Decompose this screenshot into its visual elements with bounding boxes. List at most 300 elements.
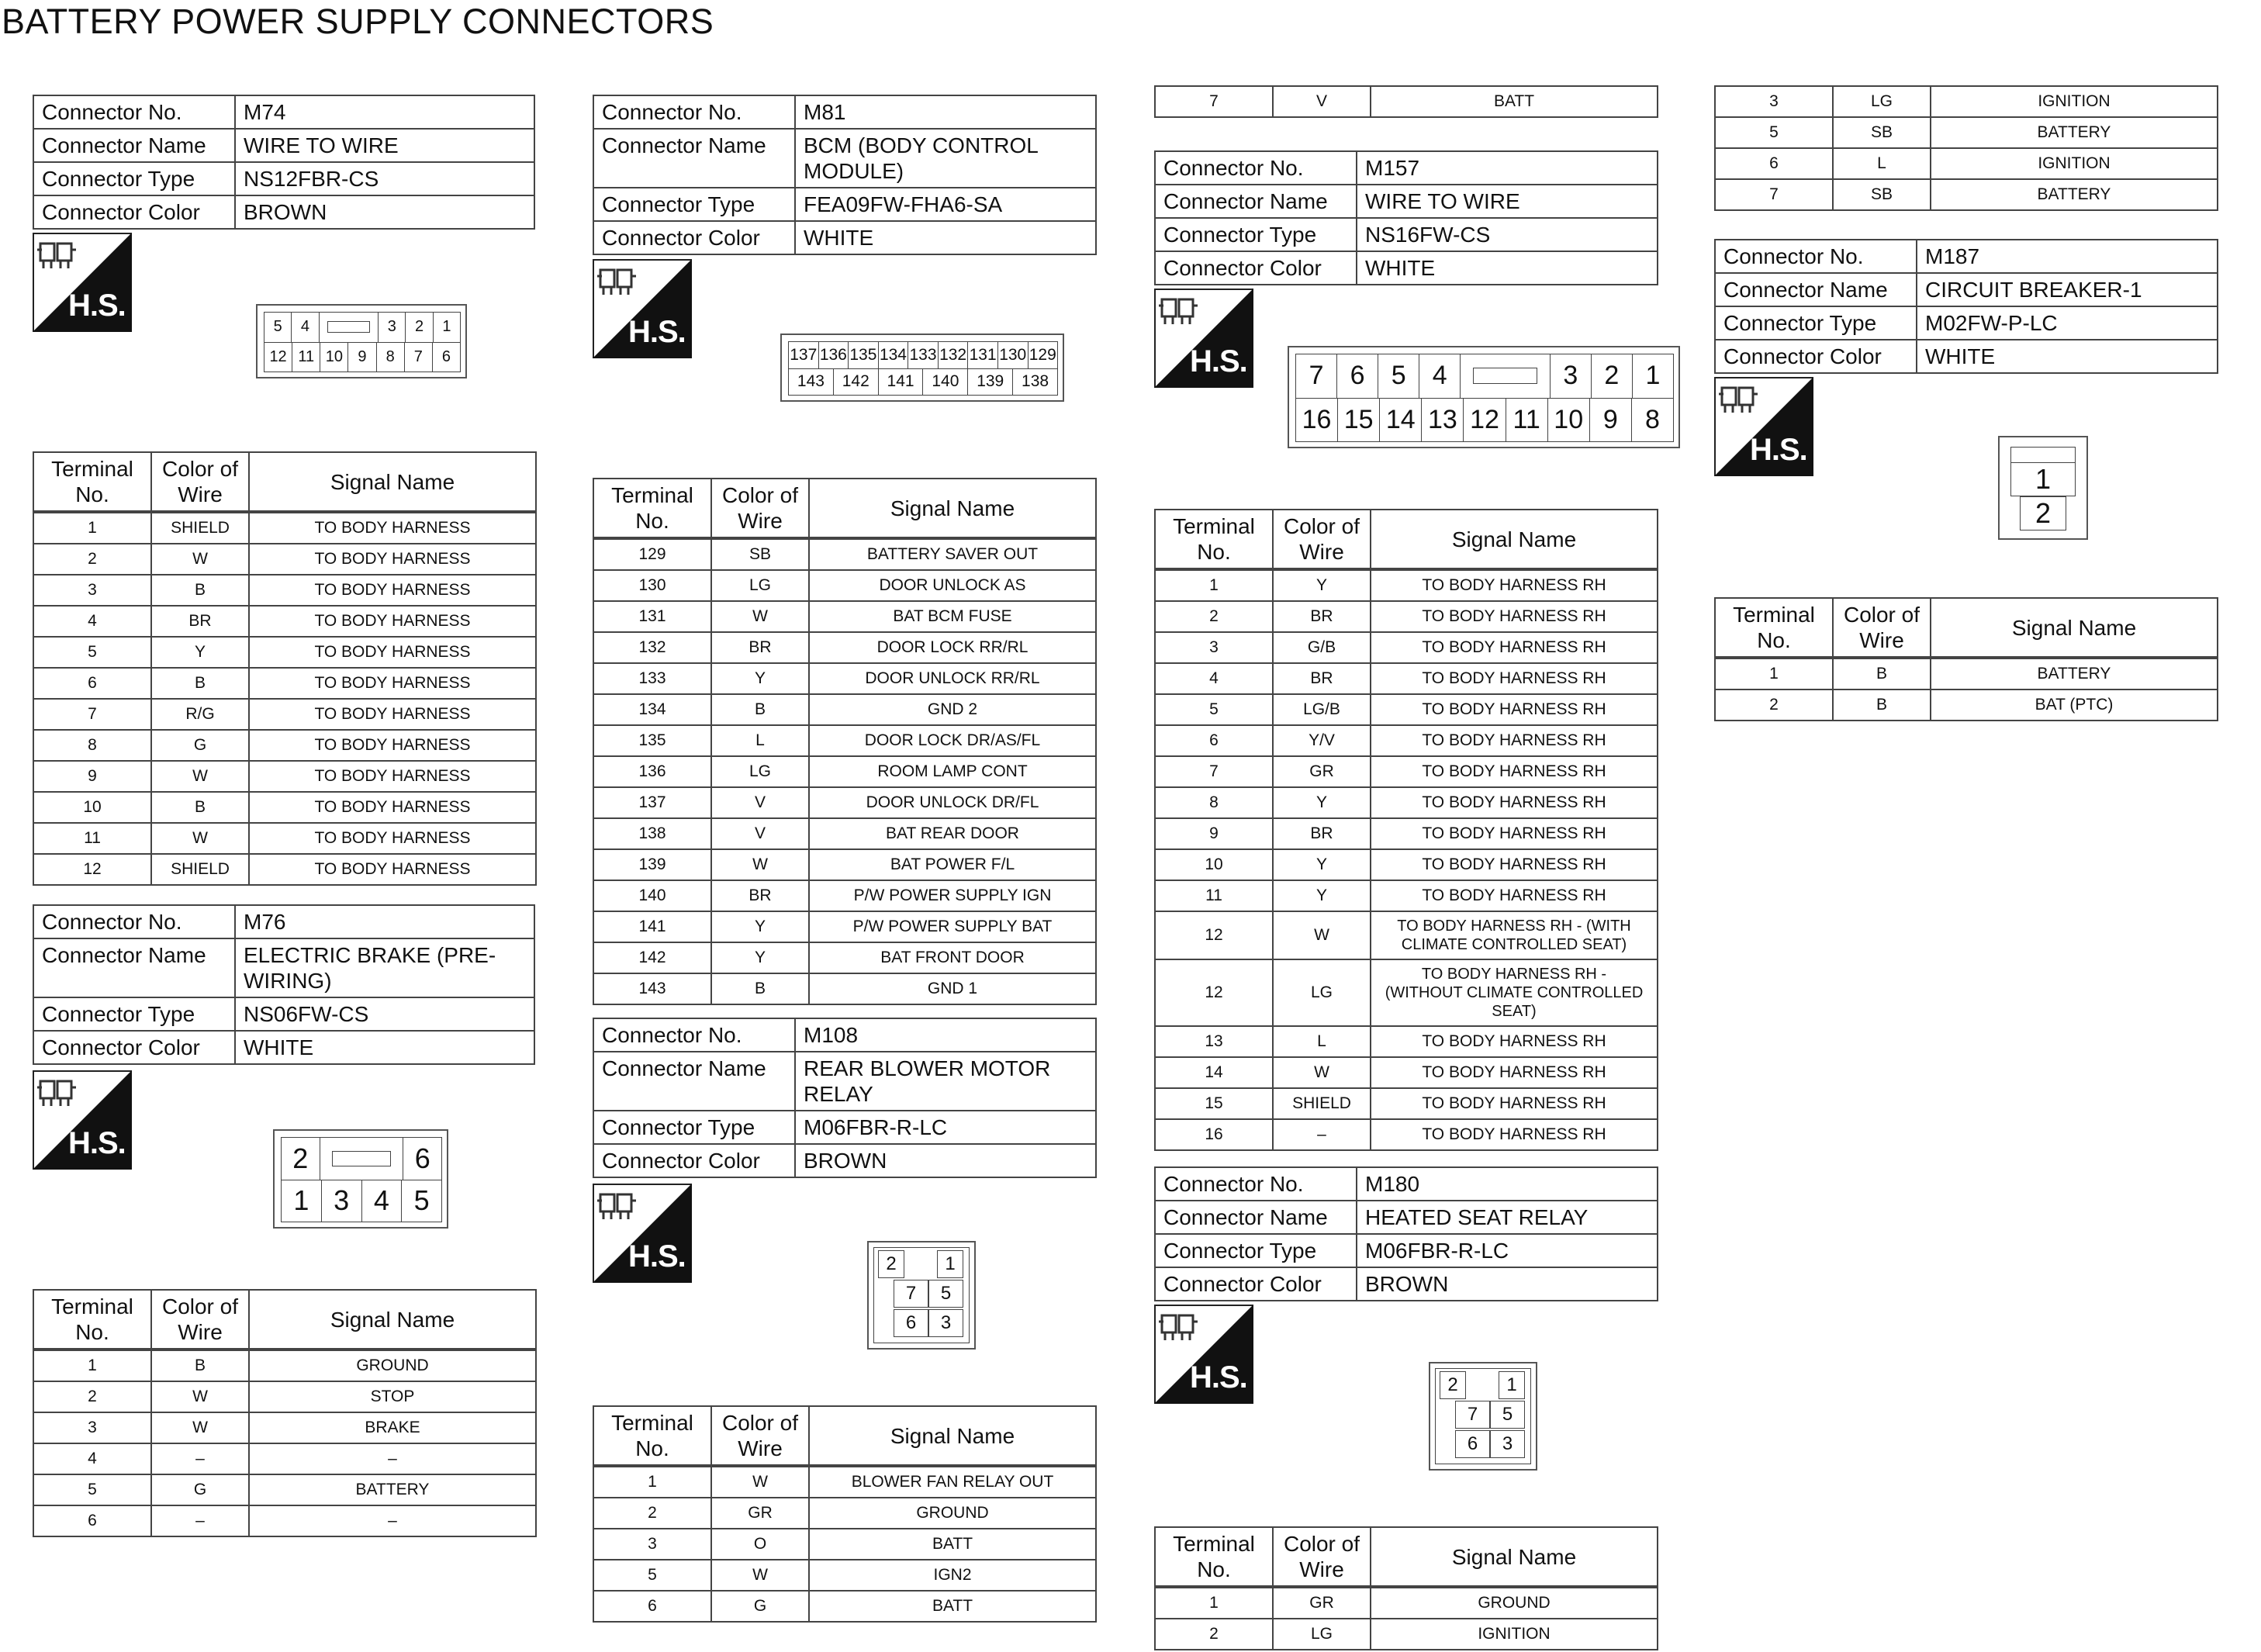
table-row	[1155, 880, 1658, 911]
pin-cell: 4	[292, 313, 319, 342]
table-row	[33, 512, 536, 544]
cell-terminal: 11	[33, 823, 151, 854]
col-signal-name: Signal Name	[1371, 510, 1658, 569]
value: FEA09FW-FHA6-SA	[795, 188, 1096, 221]
cell-wire-color: LG/B	[1273, 694, 1371, 725]
m76-terminal-table	[33, 1289, 537, 1537]
connector-m76-info	[33, 904, 535, 1065]
label: Connector Name	[33, 129, 235, 162]
cell-wire-color: BR	[1273, 601, 1371, 632]
table-row	[593, 849, 1096, 880]
cell-signal: TO BODY HARNESS RH	[1371, 1119, 1658, 1150]
cell-signal: TO BODY HARNESS RH	[1371, 1088, 1658, 1119]
label: Connector No.	[1155, 151, 1357, 185]
value: BROWN	[235, 195, 534, 229]
table-row	[1715, 689, 2218, 721]
pin-cell: 7	[1296, 354, 1337, 398]
table-row	[593, 973, 1096, 1004]
cell-wire-color: W	[1273, 911, 1371, 959]
cell-wire-color: L	[1273, 1026, 1371, 1057]
pin-cell: 1	[282, 1180, 322, 1222]
cell-terminal: 131	[593, 601, 711, 632]
pin-cell: 6	[441, 347, 451, 365]
table-row	[593, 663, 1096, 694]
pin-cell: 1	[2010, 462, 2076, 496]
cell-terminal: 3	[593, 1529, 711, 1560]
col-terminal-no: Terminal No.	[1155, 510, 1273, 569]
cell-wire-color: B	[711, 973, 809, 1004]
pin-cell: 132	[939, 342, 969, 368]
cell-terminal: 12	[33, 854, 151, 885]
pin-cell: 7	[405, 343, 433, 372]
cell-wire-color: GR	[1273, 1587, 1371, 1619]
col-signal-name: Signal Name	[1371, 1527, 1658, 1587]
cell-terminal: 129	[593, 538, 711, 570]
connector-latch	[1461, 354, 1551, 398]
table-row	[593, 942, 1096, 973]
value: M180	[1357, 1167, 1658, 1201]
cell-signal: TO BODY HARNESS	[249, 761, 536, 792]
table-row	[33, 544, 536, 575]
cell-terminal: 15	[1155, 1088, 1273, 1119]
col-terminal-no: Terminal No.	[1155, 1527, 1273, 1587]
cell-wire-color: G	[151, 1474, 249, 1505]
cell-wire-color: Y/V	[1273, 725, 1371, 756]
table-row	[1155, 1587, 1658, 1619]
label: Connector Name	[593, 1052, 795, 1111]
value: M187	[1917, 240, 2218, 273]
cell-wire-color: Y	[1273, 569, 1371, 601]
table-row	[33, 1412, 536, 1443]
pin-cell: 8	[1644, 404, 1660, 434]
hs-label: H.S.	[628, 315, 686, 349]
cell-terminal: 132	[593, 632, 711, 663]
col-color-of-wire: Color of Wire	[1273, 1527, 1371, 1587]
cell-terminal: 2	[1715, 689, 1833, 721]
connector-m108-pinout	[867, 1241, 976, 1350]
cell-wire-color: B	[151, 575, 249, 606]
connector-m74-info	[33, 95, 535, 230]
cell-signal: TO BODY HARNESS	[249, 699, 536, 730]
cell-wire-color: SHIELD	[151, 512, 249, 544]
cell-signal: BRAKE	[249, 1412, 536, 1443]
pin-cell: 4	[1419, 354, 1461, 398]
pin-cell: 2	[282, 1138, 320, 1180]
label: Connector Type	[33, 997, 235, 1031]
cell-terminal: 134	[593, 694, 711, 725]
pin-cell: 6	[1455, 1430, 1490, 1458]
value: BROWN	[795, 1144, 1096, 1177]
hs-label: H.S.	[1190, 344, 1247, 378]
cell-wire-color: BR	[1273, 663, 1371, 694]
cell-signal: GND 1	[809, 973, 1096, 1004]
cell-signal: TO BODY HARNESS	[249, 730, 536, 761]
latch-mark	[327, 321, 370, 333]
m81-continued-row	[1154, 85, 1658, 118]
cell-terminal: 7	[1155, 756, 1273, 787]
pin-cell: 2	[1592, 354, 1633, 398]
cell-terminal: 7	[1715, 179, 1833, 210]
cell-wire-color: SB	[1833, 179, 1931, 210]
cell-signal: BATTERY	[1931, 117, 2218, 148]
table-row	[33, 854, 536, 885]
cell-signal: TO BODY HARNESS RH	[1371, 569, 1658, 601]
cell-terminal: 140	[593, 880, 711, 911]
label: Connector No.	[33, 95, 235, 129]
cell-terminal: 5	[33, 1474, 151, 1505]
pin-cell: 143	[789, 369, 834, 396]
cell-terminal: 6	[1715, 148, 1833, 179]
cell-terminal: 141	[593, 911, 711, 942]
cell-wire-color: Y	[1273, 880, 1371, 911]
hs-label: H.S.	[68, 289, 126, 323]
cell-terminal: 10	[33, 792, 151, 823]
pin-grid	[281, 1137, 442, 1222]
value: M157	[1357, 151, 1658, 185]
pin-cell: 10	[320, 343, 348, 372]
cell-wire-color: BR	[151, 606, 249, 637]
pin-cell: 10	[1548, 399, 1590, 442]
hs-label: H.S.	[1750, 433, 1807, 467]
pin-cell: 16	[1296, 399, 1338, 442]
cell-terminal: 6	[33, 1505, 151, 1536]
pin-cell: 5	[1490, 1401, 1525, 1429]
value: NS16FW-CS	[1357, 218, 1658, 251]
value: WHITE	[795, 221, 1096, 254]
table-row	[593, 756, 1096, 787]
cell-terminal: 137	[593, 787, 711, 818]
cell-wire-color: W	[711, 1560, 809, 1591]
cell-signal: TO BODY HARNESS RH - (WITHOUT CLIMATE CONTROLLED SEAT)	[1371, 959, 1658, 1026]
value: WIRE TO WIRE	[235, 129, 534, 162]
table-row	[1155, 911, 1658, 959]
cell-terminal: 142	[593, 942, 711, 973]
cell-signal: TO BODY HARNESS RH	[1371, 632, 1658, 663]
table-row	[1155, 569, 1658, 601]
value: WHITE	[235, 1031, 534, 1064]
cell-wire-color: V	[711, 818, 809, 849]
table-header	[33, 1290, 536, 1350]
col-color-of-wire: Color of Wire	[1833, 598, 1931, 658]
pin-cell: 1	[937, 1250, 963, 1278]
cell-signal: TO BODY HARNESS RH	[1371, 1026, 1658, 1057]
pin-cell: 1	[1499, 1371, 1525, 1399]
cell-wire-color: B	[151, 668, 249, 699]
label: Connector Name	[593, 129, 795, 188]
cell-terminal: 12	[1155, 959, 1273, 1026]
table-row	[1155, 1119, 1658, 1150]
label: Connector No.	[1155, 1167, 1357, 1201]
cell-terminal: 1	[33, 1350, 151, 1381]
hs-label: H.S.	[68, 1126, 126, 1160]
cell-signal: –	[249, 1505, 536, 1536]
label: Connector No.	[33, 905, 235, 938]
cell-wire-color: O	[711, 1529, 809, 1560]
cell-wire-color: L	[1833, 148, 1931, 179]
col-signal-name: Signal Name	[249, 452, 536, 512]
table-row	[1715, 658, 2218, 689]
label: Connector Type	[593, 1111, 795, 1144]
value: M108	[795, 1018, 1096, 1052]
table-row	[593, 538, 1096, 570]
table-row	[33, 606, 536, 637]
label: Connector No.	[593, 1018, 795, 1052]
value: ELECTRIC BRAKE (PRE-WIRING)	[235, 938, 534, 997]
cell-signal: BATTERY SAVER OUT	[809, 538, 1096, 570]
col-terminal-no: Terminal No.	[33, 1290, 151, 1350]
m180-continued-rows	[1714, 85, 2218, 211]
cell-wire-color: V	[1273, 86, 1371, 117]
cell-wire-color: Y	[711, 663, 809, 694]
pin-row	[1296, 354, 1673, 399]
value: M81	[795, 95, 1096, 129]
cell-signal: BAT FRONT DOOR	[809, 942, 1096, 973]
cell-signal: TO BODY HARNESS RH	[1371, 694, 1658, 725]
connector-m187-pinout	[1998, 436, 2088, 540]
cell-signal: TO BODY HARNESS	[249, 544, 536, 575]
cell-terminal: 3	[33, 1412, 151, 1443]
pin-cell: 13	[1422, 399, 1464, 442]
cell-terminal: 5	[1155, 694, 1273, 725]
cell-signal: TO BODY HARNESS RH	[1371, 725, 1658, 756]
cell-terminal: 4	[33, 1443, 151, 1474]
table-row	[1155, 756, 1658, 787]
cell-wire-color: W	[151, 823, 249, 854]
cell-wire-color: G/B	[1273, 632, 1371, 663]
pin-cell: 9	[1590, 399, 1632, 442]
cell-signal: BATT	[809, 1529, 1096, 1560]
table-row	[593, 1466, 1096, 1498]
table-row	[593, 880, 1096, 911]
m187-terminal-table	[1714, 597, 2218, 721]
m180-terminal-table	[1154, 1526, 1658, 1650]
cell-terminal: 11	[1155, 880, 1273, 911]
table-row	[1155, 787, 1658, 818]
table-row	[1155, 86, 1658, 117]
cell-wire-color: B	[1833, 658, 1931, 689]
table-header	[1155, 1527, 1658, 1587]
cell-wire-color: W	[151, 544, 249, 575]
connector-m76-pinout	[273, 1129, 448, 1229]
pin-cell: 4	[362, 1180, 403, 1222]
pin-cell: 141	[879, 369, 924, 396]
pin-row	[264, 313, 460, 343]
cell-terminal: 135	[593, 725, 711, 756]
cell-signal: TO BODY HARNESS RH	[1371, 787, 1658, 818]
pin-cell: 5	[413, 1184, 430, 1217]
cell-wire-color: SHIELD	[151, 854, 249, 885]
connector-m157-pinout	[1288, 346, 1680, 448]
cell-wire-color: LG	[1273, 959, 1371, 1026]
latch-mark	[1473, 368, 1537, 384]
col-terminal-no: Terminal No.	[593, 1406, 711, 1466]
cell-wire-color: G	[711, 1591, 809, 1622]
cell-signal: IGNITION	[1371, 1619, 1658, 1650]
pin-cell: 138	[1022, 372, 1049, 391]
table-row	[1155, 1088, 1658, 1119]
pin-cell: 137	[789, 342, 819, 368]
pin-cell: 2	[1440, 1371, 1466, 1399]
connector-m81-pinout	[780, 334, 1064, 402]
table-row	[593, 1529, 1096, 1560]
value: NS06FW-CS	[235, 997, 534, 1031]
cell-wire-color: Y	[1273, 787, 1371, 818]
pin-cell: 12	[264, 343, 292, 372]
table-row	[33, 1350, 536, 1381]
value: M06FBR-R-LC	[1357, 1234, 1658, 1267]
table-row	[593, 570, 1096, 601]
cell-terminal: 2	[33, 544, 151, 575]
cell-terminal: 1	[1155, 569, 1273, 601]
pin-cell: 7	[1455, 1401, 1490, 1429]
cell-signal: BAT BCM FUSE	[809, 601, 1096, 632]
cell-wire-color: W	[711, 601, 809, 632]
cell-signal: IGNITION	[1931, 86, 2218, 117]
label: Connector Type	[1715, 306, 1917, 340]
pin-cell: 15	[1338, 399, 1380, 442]
cell-signal: DOOR UNLOCK RR/RL	[809, 663, 1096, 694]
page-title: BATTERY POWER SUPPLY CONNECTORS	[2, 2, 714, 41]
cell-signal: TO BODY HARNESS	[249, 823, 536, 854]
cell-wire-color: BR	[711, 632, 809, 663]
table-row	[593, 1498, 1096, 1529]
pin-row	[282, 1180, 441, 1222]
table-row	[33, 699, 536, 730]
label: Connector No.	[593, 95, 795, 129]
hs-label: H.S.	[628, 1239, 686, 1274]
pin-cell: 134	[879, 342, 909, 368]
cell-wire-color: LG	[1833, 86, 1931, 117]
table-row	[593, 725, 1096, 756]
cell-signal: GROUND	[1371, 1587, 1658, 1619]
table-row	[33, 1474, 536, 1505]
cell-wire-color: B	[711, 694, 809, 725]
pin-row	[264, 343, 460, 372]
pin-cell: 130	[998, 342, 1029, 368]
cell-signal: TO BODY HARNESS RH	[1371, 756, 1658, 787]
hs-icon	[593, 259, 692, 362]
m108-terminal-table	[593, 1405, 1097, 1623]
cell-signal: BAT REAR DOOR	[809, 818, 1096, 849]
cell-terminal: 130	[593, 570, 711, 601]
value: M02FW-P-LC	[1917, 306, 2218, 340]
cell-signal: –	[249, 1443, 536, 1474]
cell-wire-color: B	[151, 1350, 249, 1381]
cell-terminal: 16	[1155, 1119, 1273, 1150]
table-row	[1715, 148, 2218, 179]
value: M06FBR-R-LC	[795, 1111, 1096, 1144]
cell-wire-color: W	[151, 1381, 249, 1412]
cell-terminal: 143	[593, 973, 711, 1004]
cell-wire-color: V	[711, 787, 809, 818]
hs-icon	[593, 1184, 692, 1287]
table-row	[593, 818, 1096, 849]
cell-terminal: 2	[1155, 1619, 1273, 1650]
cell-signal: TO BODY HARNESS RH	[1371, 849, 1658, 880]
cell-terminal: 139	[593, 849, 711, 880]
table-row	[1155, 818, 1658, 849]
cell-wire-color: L	[711, 725, 809, 756]
label: Connector Type	[33, 162, 235, 195]
pin-cell: 142	[834, 369, 879, 396]
cell-signal: TO BODY HARNESS RH	[1371, 1057, 1658, 1088]
pin-cell: 1	[1645, 361, 1661, 391]
m81-terminal-table	[593, 478, 1097, 1005]
cell-signal: DOOR UNLOCK AS	[809, 570, 1096, 601]
cell-signal: BAT (PTC)	[1931, 689, 2218, 721]
cell-signal: TO BODY HARNESS RH - (WITH CLIMATE CONTROLLED SEAT)	[1371, 911, 1658, 959]
cell-wire-color: G	[151, 730, 249, 761]
connector-m157-info	[1154, 150, 1658, 285]
table-row	[1155, 1026, 1658, 1057]
pin-cell: 7	[894, 1280, 928, 1308]
table-row	[1155, 694, 1658, 725]
cell-signal: GND 2	[809, 694, 1096, 725]
value: BCM (BODY CONTROL MODULE)	[795, 129, 1096, 188]
pin-cell: 5	[264, 313, 292, 342]
table-row	[33, 1443, 536, 1474]
value: BROWN	[1357, 1267, 1658, 1301]
col-signal-name: Signal Name	[809, 1406, 1096, 1466]
col-terminal-no: Terminal No.	[1715, 598, 1833, 658]
cell-signal: DOOR LOCK DR/AS/FL	[809, 725, 1096, 756]
pin-cell: 135	[849, 342, 879, 368]
cell-terminal: 14	[1155, 1057, 1273, 1088]
cell-signal: BATTERY	[1931, 179, 2218, 210]
table-row	[1155, 849, 1658, 880]
cell-signal: TO BODY HARNESS	[249, 792, 536, 823]
hs-label: H.S.	[1190, 1360, 1247, 1395]
pin-row	[789, 369, 1057, 396]
pin-cell: 3	[1490, 1430, 1525, 1458]
pin-cell: 2	[2020, 496, 2066, 531]
pin-cell: 2	[878, 1250, 904, 1278]
connector-m187-info	[1714, 239, 2218, 374]
col-color-of-wire: Color of Wire	[151, 452, 249, 512]
label: Connector Color	[593, 221, 795, 254]
cell-signal: GROUND	[809, 1498, 1096, 1529]
connector-m180-info	[1154, 1166, 1658, 1301]
table-row	[33, 1505, 536, 1536]
cell-wire-color: B	[1833, 689, 1931, 721]
table-row	[593, 911, 1096, 942]
pin-cell: 139	[968, 369, 1013, 396]
label: Connector Color	[33, 1031, 235, 1064]
cell-wire-color: –	[1273, 1119, 1371, 1150]
cell-signal: BATT	[809, 1591, 1096, 1622]
table-row	[1155, 959, 1658, 1026]
pin-cell: 3	[928, 1309, 963, 1337]
cell-terminal: 10	[1155, 849, 1273, 880]
pin-cell: 5	[1378, 354, 1419, 398]
pin-cell: 11	[292, 343, 320, 372]
table-row	[1155, 1057, 1658, 1088]
cell-terminal: 9	[33, 761, 151, 792]
col-color-of-wire: Color of Wire	[151, 1290, 249, 1350]
cell-wire-color: LG	[711, 756, 809, 787]
cell-terminal: 7	[1155, 86, 1273, 117]
cell-terminal: 5	[1715, 117, 1833, 148]
table-header	[33, 452, 536, 512]
col-terminal-no: Terminal No.	[33, 452, 151, 512]
table-row	[1155, 725, 1658, 756]
cell-signal: BAT POWER F/L	[809, 849, 1096, 880]
pin-cell: 8	[377, 343, 405, 372]
cell-terminal: 2	[1155, 601, 1273, 632]
pin-cell: 1	[442, 318, 451, 336]
pin-cell: 131	[968, 342, 998, 368]
cell-wire-color: GR	[1273, 756, 1371, 787]
